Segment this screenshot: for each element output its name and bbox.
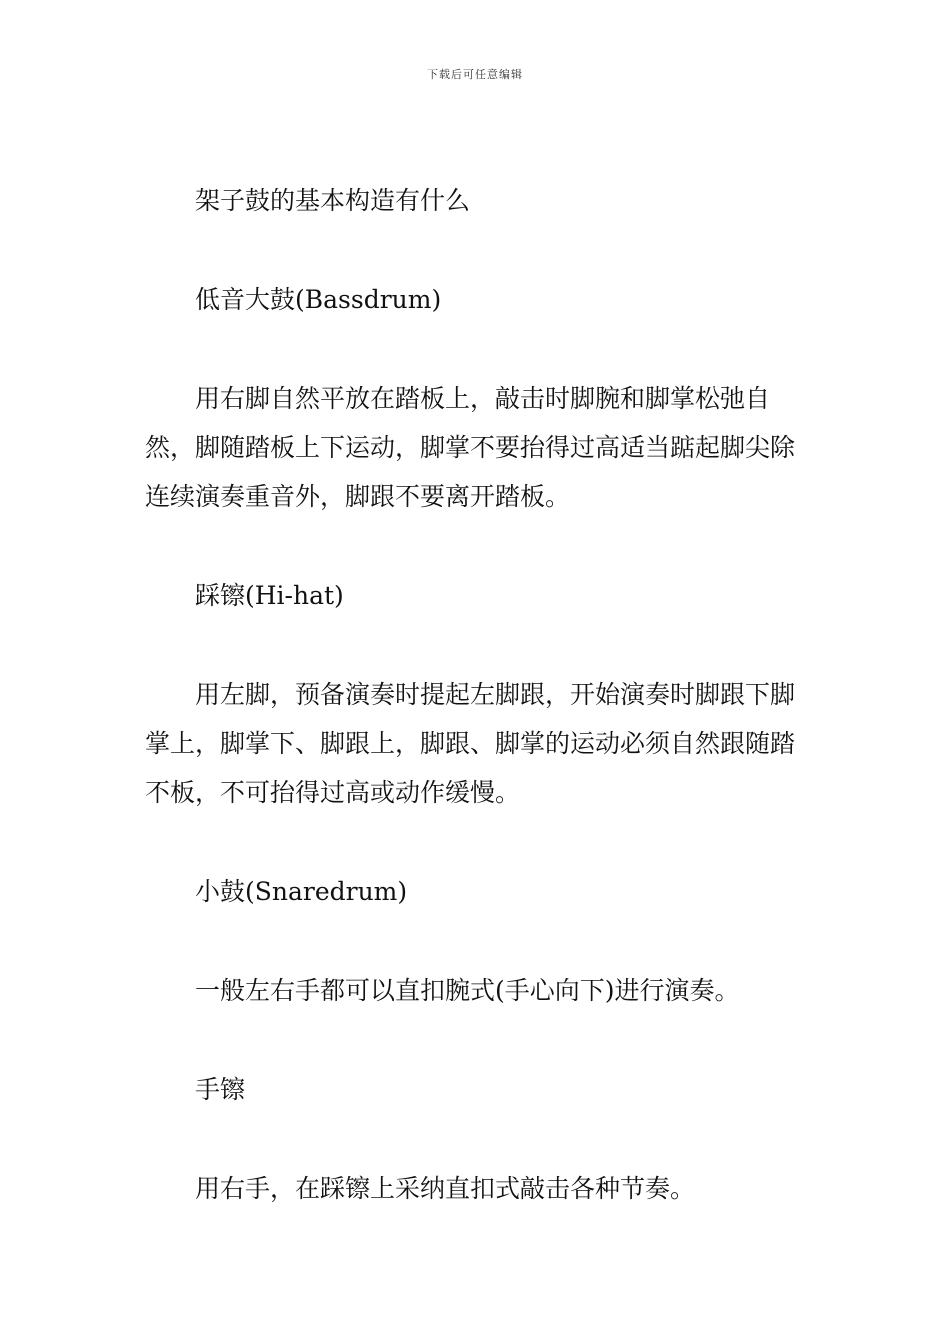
document-title: 架子鼓的基本构造有什么 <box>195 186 471 215</box>
page-header-note: 下载后可任意编辑 <box>427 68 523 81</box>
section-body-snaredrum: 一般左右手都可以直扣腕式(手心向下)进行演奏。 <box>195 976 740 1005</box>
section-body-hihat: 用左脚，预备演奏时提起左脚跟，开始演奏时脚跟下脚掌上，脚掌下、脚跟上，脚跟、脚掌的运动必须自然跟随踏不板，不可抬得过高或动作缓慢。 <box>145 680 796 807</box>
section-heading-hihat: 踩镲(Hi-hat) <box>195 581 344 610</box>
document-body <box>145 176 815 1213</box>
section-body-bassdrum: 用右脚自然平放在踏板上，敲击时脚腕和脚掌松弛自然，脚随踏板上下运动，脚掌不要抬得过高适当踮起脚尖除连续演奏重音外，脚跟不要离开踏板。 <box>145 384 796 511</box>
section-heading-cymbal: 手镲 <box>195 1075 246 1104</box>
section-body-cymbal: 用右手，在踩镲上采纳直扣式敲击各种节奏。 <box>195 1174 696 1203</box>
section-heading-snaredrum: 小鼓(Snaredrum) <box>195 877 408 906</box>
section-heading-bassdrum: 低音大鼓(Bassdrum) <box>195 285 442 314</box>
